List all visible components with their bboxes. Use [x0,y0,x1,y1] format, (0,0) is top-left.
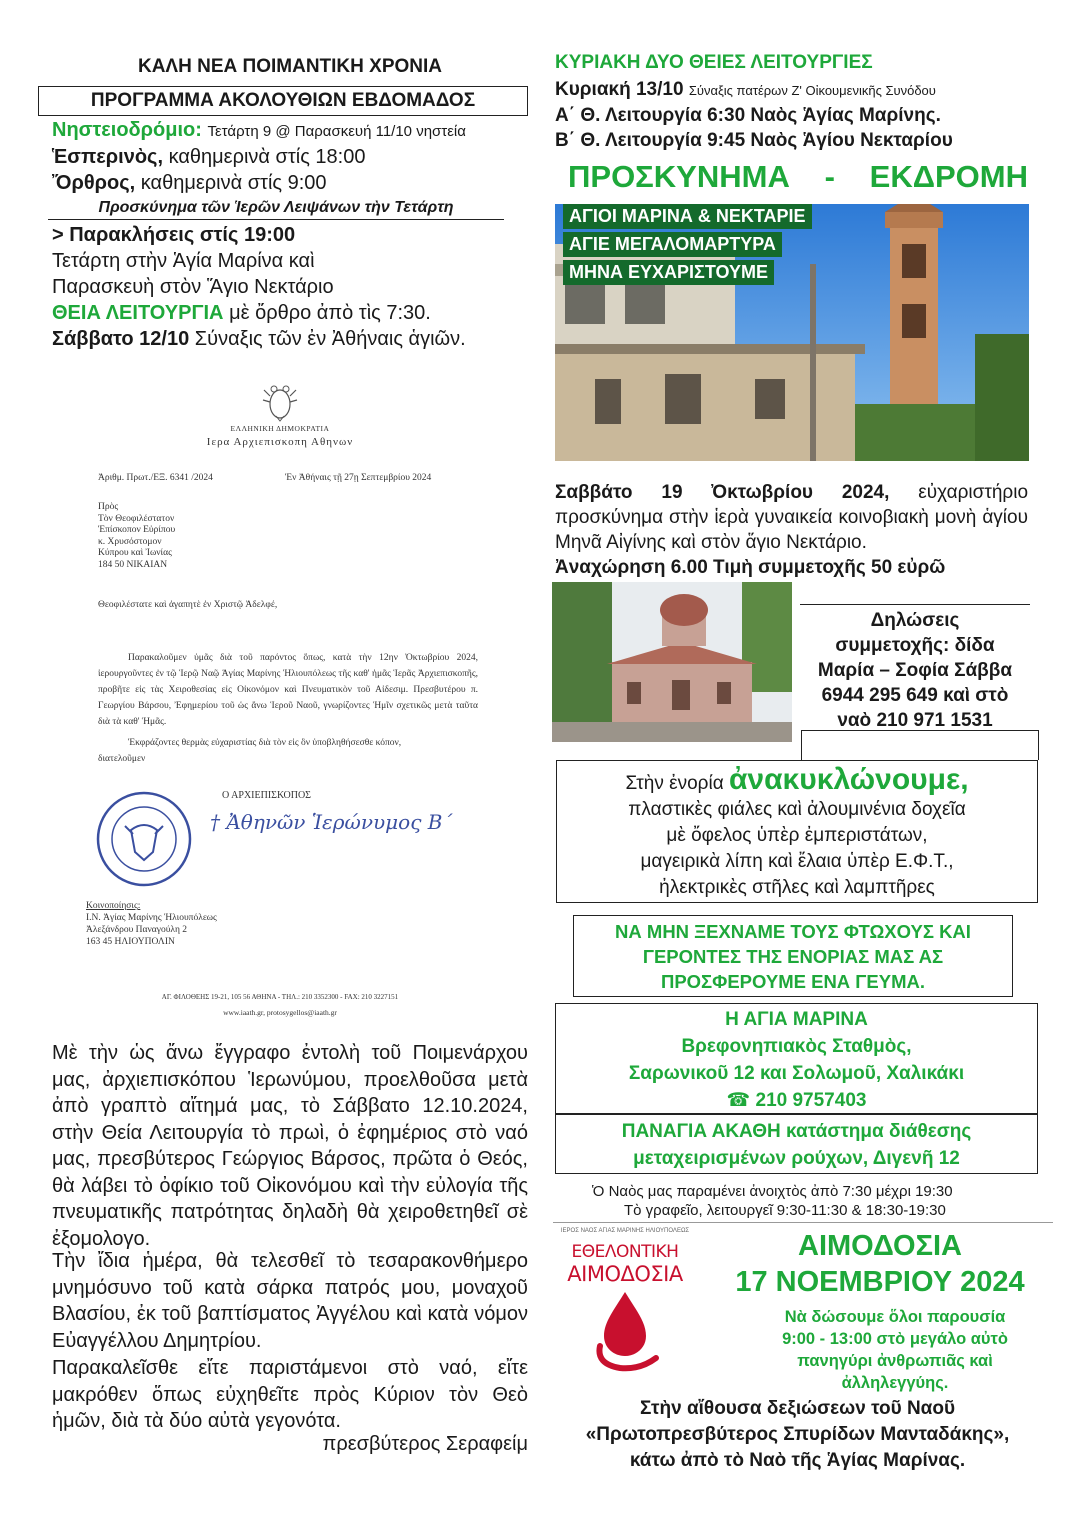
place-line: Στὴν αἴθουσα δεξιώσεων τοῦ Ναοῦ [639,1398,956,1419]
announcement-paragraph-3: Παρακαλεῖσθε εἴτε παριστάμενοι στὸ ναό, εἴτε μακρόθεν ὅπως εὐχηθεῖτε πρὸς Κύριον τὸν Θεὸ ἡμῶν, διὰ τὰ δύο αὐτὰ γεγονότα. [52,1357,528,1432]
pilgrimage-description [555,480,1028,580]
blood-text-line: πανηγύρι ἀνθρωπιᾶς καὶ [797,1352,993,1370]
photo-banner-1: ΑΓΙΟΙ ΜΑΡΙΝΑ & ΝΕΚΤΑΡΙΕ [563,204,812,229]
thrift-shop-line: μεταχειρισμένων ρούχων, Διγενῆ 12 [633,1148,960,1169]
page-title: ΚΑΛΗ ΝΕΑ ΠΟΙΜΑΝΤΙΚΗ ΧΡΟΝΙΑ [137,56,442,77]
pilgrimage-text: εὐχαριστήριο προσκύνημα στὴν ἱερὰ γυναικεία κοινοβιακὴ μονὴ ἁγίου Μηνᾶ Αἰγίνης καὶ στὸν ἅγιο Νεκτάριο. [555,482,1029,553]
charity-line: ΓΕΡΟΝΤΕΣ ΤΗΣ ΕΝΟΡΙΑΣ ΜΑΣ ΑΣ [642,946,944,967]
registration-line: Δηλώσεις [870,610,960,631]
nursery-address: Σαρωνικοῦ 12 και Σολωμοῦ, Χαλικάκι [628,1063,965,1084]
letter-protocol: Ἀριθμ. Πρωτ./ΕΞ. 6341 /2024 [98,473,213,483]
registration-info [800,604,1030,733]
recycling-line: ἠλεκτρικὲς στῆλες καὶ λαμπτῆρες [659,877,935,898]
paraklesis-heading: > Παρακλήσεις στίς 19:00 [52,224,296,246]
place-line: «Πρωτοπρεσβύτερος Σπυρίδων Μανταδάκης», [585,1424,1010,1445]
cc-line: Ι.Ν. Ἁγίας Μαρίνης Ἡλιουπόλεως [86,913,217,923]
letter-date: Ἐν Ἀθήναις τῇ 27ῃ Σεπτεμβρίου 2024 [285,473,432,483]
photo-banner-3: ΜΗΝΑ ΕΥΧΑΡΙΣΤΟΥΜΕ [563,260,774,285]
nursery-phone: 210 9757403 [755,1090,867,1111]
church-hours: Ὁ Ναὸς μας παραμένει ἀνοιχτὸς ἀπὸ 7:30 μέχρι 19:30 [592,1183,953,1200]
recycling-prefix: Στὴν ἐνορία [625,773,724,794]
blood-text-line: 9:00 - 13:00 στὸ μεγάλο αὐτὸ [782,1330,1008,1348]
nursery-name: Η ΑΓΙΑ ΜΑΡΙΝΑ [725,1009,868,1030]
saturday-text: Σύναξις τῶν ἐν Ἀθήναις ἁγιῶν. [194,328,466,350]
recycling-line: πλαστικὲς φιάλες καὶ ἀλουμινένια δοχεῖα [628,799,966,820]
logo-line-2: ΑΙΜΟΔΟΣΙΑ [567,1262,683,1286]
blood-date: 17 ΝΟΕΜΒΡΙΟΥ 2024 [735,1266,1025,1298]
pilgrimage-departure: Ἀναχώρηση 6.00 Τιμὴ συμμετοχῆς 50 εὐρῶ [555,557,946,578]
blood-donation-place [555,1396,1040,1474]
registration-line: Μαρία – Σοφία Σάββα [817,660,1013,681]
registration-church-phone: ναὸ 210 971 1531 [837,710,993,731]
letter-recipient [98,502,175,571]
letter-archdiocese: Ιερα Αρχιεπισκοπη Αθηνων [206,436,354,448]
nursery-box [555,1003,1038,1114]
sunday-date: Κυριακή 13/10 [555,79,684,100]
pilgrimage-title-left: ΠΡΟΣΚΥΝΗΜΑ [568,159,790,194]
byzantine-eagle-emblem [262,382,298,422]
recipient-line: Κύπρου καὶ Ἰωνίας [98,548,172,558]
blood-text-line: Νὰ δώσουμε ὅλοι παρουσία [784,1308,1006,1326]
saturday-label: Σάββατο 12/10 [52,328,190,350]
charity-line: ΠΡΟΣΦΕΡΟΥΜΕ ΕΝΑ ΓΕΥΜΑ. [660,971,926,992]
recycling-highlight: ἀνακυκλώνουμε, [728,763,969,796]
divider [553,1222,1053,1223]
pilgrimage-title-dash: - [824,159,835,194]
sunday-date-line [555,79,936,101]
announcement-signature: πρεσβύτερος Σεραφείμ [322,1433,528,1455]
saturday-line [52,328,466,351]
second-liturgy: Β΄ Θ. Λειτουργία 9:45 Ναὸς Ἁγίου Νεκταρίου [555,130,953,151]
letter-signer: Ο ΑΡΧΙΕΠΙΣΚΟΠΟΣ [222,790,312,801]
blood-text-line: ἀλληλεγγύης. [841,1374,949,1392]
charity-box [573,915,1013,997]
office-hours: Τὸ γραφεῖο, λειτουργεῖ 9:30-11:30 & 18:30-19:30 [624,1202,946,1219]
letter-state: ΕΛΛΗΝΙΚΗ ΔΗΜΟΚΡΑΤΙΑ [230,424,330,433]
blood-donation-text [730,1306,1060,1394]
announcement-paragraph-2: Τὴν ἴδια ἡμέρα, θὰ τελεσθεῖ τὸ τεσαρακονθήμερο μνημόσυνο τοῦ κατὰ σάρκα πατρός μου, μοναχοῦ Βλασίου, ἐκ τοῦ βαπτίσματος Ἀγγέλου καὶ κατὰ νόμον Εὐαγγέλλου Δημητρίου. [52,1250,528,1352]
cc-label: Κοινοποίησις: [86,901,141,911]
vespers-line [52,146,365,169]
cc-line: 163 45 ΗΛΙΟΥΠΟΛΙΝ [86,937,175,947]
phone-icon: ☎ [726,1090,751,1111]
recipient-line: 184 50 ΝΙΚΑΙΑΝ [98,559,168,570]
church-photo [555,204,1029,461]
matins-text: καθημερινὰ στίς 9:00 [140,172,327,194]
archdiocese-seal-icon [95,790,193,888]
paraklesis-line-1: Τετάρτη στὴν Ἁγία Μαρίνα καὶ [52,250,315,272]
pilgrimage-title [568,159,1028,195]
photo-banner-2: ΑΓΙΕ ΜΕΓΑΛΟΜΑΡΤΥΡΑ [563,232,782,257]
liturgy-label: ΘΕΙΑ ΛΕΙΤΟΥΡΓΙΑ [52,302,224,324]
logo-line-1: ΕΘΕΛΟΝΤΙΚΗ [571,1242,679,1262]
first-liturgy: Α΄ Θ. Λειτουργία 6:30 Ναὸς Ἁγίας Μαρίνης. [555,105,941,126]
recipient-line: Πρὸς [98,502,119,512]
recycling-line: μαγειρικὰ λίπη καὶ ἔλαια ὑπὲρ Ε.Φ.Τ., [640,851,954,872]
letter-footer-address: ΑΓ. ΦΙΛΟΘΕΗΣ 19-21, 105 56 ΑΘΗΝΑ - ΤΗΛ.: 210 3352300 - FAX: 210 3227151 [161,993,399,1001]
matins-line [52,172,327,195]
letter-thanks: Ἐκφράζοντες θερμὰς εὐχαριστίας διὰ τὸν εἰς ὃν ὑποβληθήσεσθε κόπον, [128,738,402,748]
divider [801,730,1039,760]
vespers-text: καθημερινὰ στίς 18:00 [168,146,366,168]
blood-title-text: ΑΙΜΟΔΟΣΙΑ [798,1230,962,1262]
pilgrimage-date: Σαββάτο 19 Ὀκτωβρίου 2024, [555,482,890,503]
logo-header-text: ΙΕΡΟΣ ΝΑΟΣ ΑΓΙΑΣ ΜΑΡΙΝΗΣ ΗΛΙΟΥΠΟΛΕΩΣ [560,1228,690,1234]
recycling-box [556,760,1038,903]
letter-salutation: Θεοφιλέστατε καὶ ἀγαπητὲ ἐν Χριστῷ Ἀδελφέ, [98,600,278,610]
sunday-feast: Σύναξις πατέρων Ζ' Οἰκουμενικῆς Συνόδου [688,83,936,98]
letter-signature: † Ἀθηνῶν Ἱερώνυμος Β΄ [210,810,453,834]
liturgy-line [52,302,431,325]
registration-phone: 6944 295 649 καὶ στὸ [821,685,1009,706]
recipient-line: κ. Χρυσόστομον [98,536,162,547]
archdiocese-letter [50,378,530,1023]
paraklesis-line-2: Παρασκευὴ στὸν Ἅγιο Νεκτάριο [52,276,334,298]
vespers-label: Ἑσπερινὸς, [52,146,164,168]
fast-text: Τετάρτη 9 @ Παρασκευή 11/10 νηστεία [207,123,466,140]
program-heading: ΠΡΟΓΡΑΜΜΑ ΑΚΟΛΟΥΘΙΩΝ ΕΒΔΟΜΑΔΟΣ [38,86,528,116]
matins-label: Ὄρθρος, [52,172,136,194]
announcement-paragraph-1: Μὲ τὴν ὡς ἄνω ἔγγραφο ἐντολὴ τοῦ Ποιμενάρχου μας, ἀρχιεπισκόπου Ἱερωνύμου, προελθοῦσα μετὰ ἀπὸ γραπτὸ αἴτημά μας, τὸ Σάββατο 12.10.2024, στὴν Θεία Λειτουργία τὸ πρωὶ, ὁ ἐφημέριος στὸ ναό μας, πρεσβύτερος Γεώργιος Βάρσος, πρῶτα ὁ Θεός, θὰ λάβει τὸ ὀφίκιο τοῦ Οἰκονόμου καὶ τὴν εὐλογία τῆς πνευματικῆς πατρότητας δηλαδὴ θὰ χειροθετηθεῖ σὲ ἐξομολογο. [52,1042,528,1250]
thrift-shop-line: ΠΑΝΑΓΙΑ ΑΚΑΘΗ κατάστημα διάθεσης [621,1121,972,1142]
relics-note: Προσκύνημα τῶν Ἱερῶν Λειψάνων τὴν Τετάρτη [48,199,504,220]
thrift-shop-box [555,1114,1038,1174]
blood-donation-title [700,1228,1060,1300]
recipient-line: Τὸν Θεοφιλέστατον [98,513,175,524]
nursery-type: Βρεφονηπιακὸς Σταθμὸς, [681,1036,912,1057]
fast-line [52,119,466,142]
charity-line: ΝΑ ΜΗΝ ΞΕΧΝΑΜΕ ΤΟΥΣ ΦΤΩΧΟΥΣ ΚΑΙ [615,921,971,942]
place-line: κάτω ἀπὸ τὸ Ναὸ τῆς Ἁγίας Μαρίνας. [629,1450,966,1471]
letter-closing: διατελοῦμεν [98,754,146,764]
fast-label: Νηστειοδρόμιο: [52,119,202,141]
recycling-line: μὲ ὄφελος ὑπὲρ ἐμπεριστάτων, [666,825,928,846]
blood-donation-logo [560,1228,690,1408]
letter-body: Παρακαλοῦμεν ὑμᾶς διὰ τοῦ παρόντος ὅπως, κατὰ τὴν 12ην Ὀκτωβρίου 2024, ἱερουργοῦντες ἐν τῷ Ἱερῷ Ναῷ Ἁγίας Μαρίνης Ἡλιουπόλεως τῆς καθ' ἡμᾶς Ἱερᾶς Ἀρχιεπισκοπῆς, προβῆτε εἰς τὰς Χειροθεσίας εἰς Οἰκονόμον καὶ Πνευματικὸν τοῦ Αἰδεσιμ. Πρεσβυτέρου π. Γεωργίου Βάρσου, Ἐφημερίου τοῦ ὡς ἄνω Ἱεροῦ Ναοῦ, γνωρίζοντες Ἡμῖν σχετικῶς μετὰ ταῦτα διὰ τὰ καθ' Ἡμᾶς. [98,653,478,727]
letter-footer-web: www.iaath.gr, protosygellos@iaath.gr [223,1008,337,1017]
recipient-line: Ἐπίσκοπον Εὐρίπου [98,525,176,535]
sunday-title: ΚΥΡΙΑΚΗ ΔΥΟ ΘΕΙΕΣ ΛΕΙΤΟΥΡΓΙΕΣ [555,52,873,73]
blood-drop-hand-icon [560,1286,690,1376]
pilgrimage-title-right: ΕΚΔΡΟΜΗ [869,159,1028,194]
registration-line: συμμετοχῆς: δίδα [835,635,995,656]
nursery-phone-line [556,1087,1037,1114]
liturgy-text: μὲ ὄρθρο ἀπὸ τὶς 7:30. [229,302,431,324]
monastery-church-image [552,582,792,742]
recycling-heading [557,763,1037,797]
cc-line: Ἀλεξάνδρου Παναγούλη 2 [86,925,188,935]
letter-cc [86,900,217,948]
monastery-photo [552,582,792,742]
